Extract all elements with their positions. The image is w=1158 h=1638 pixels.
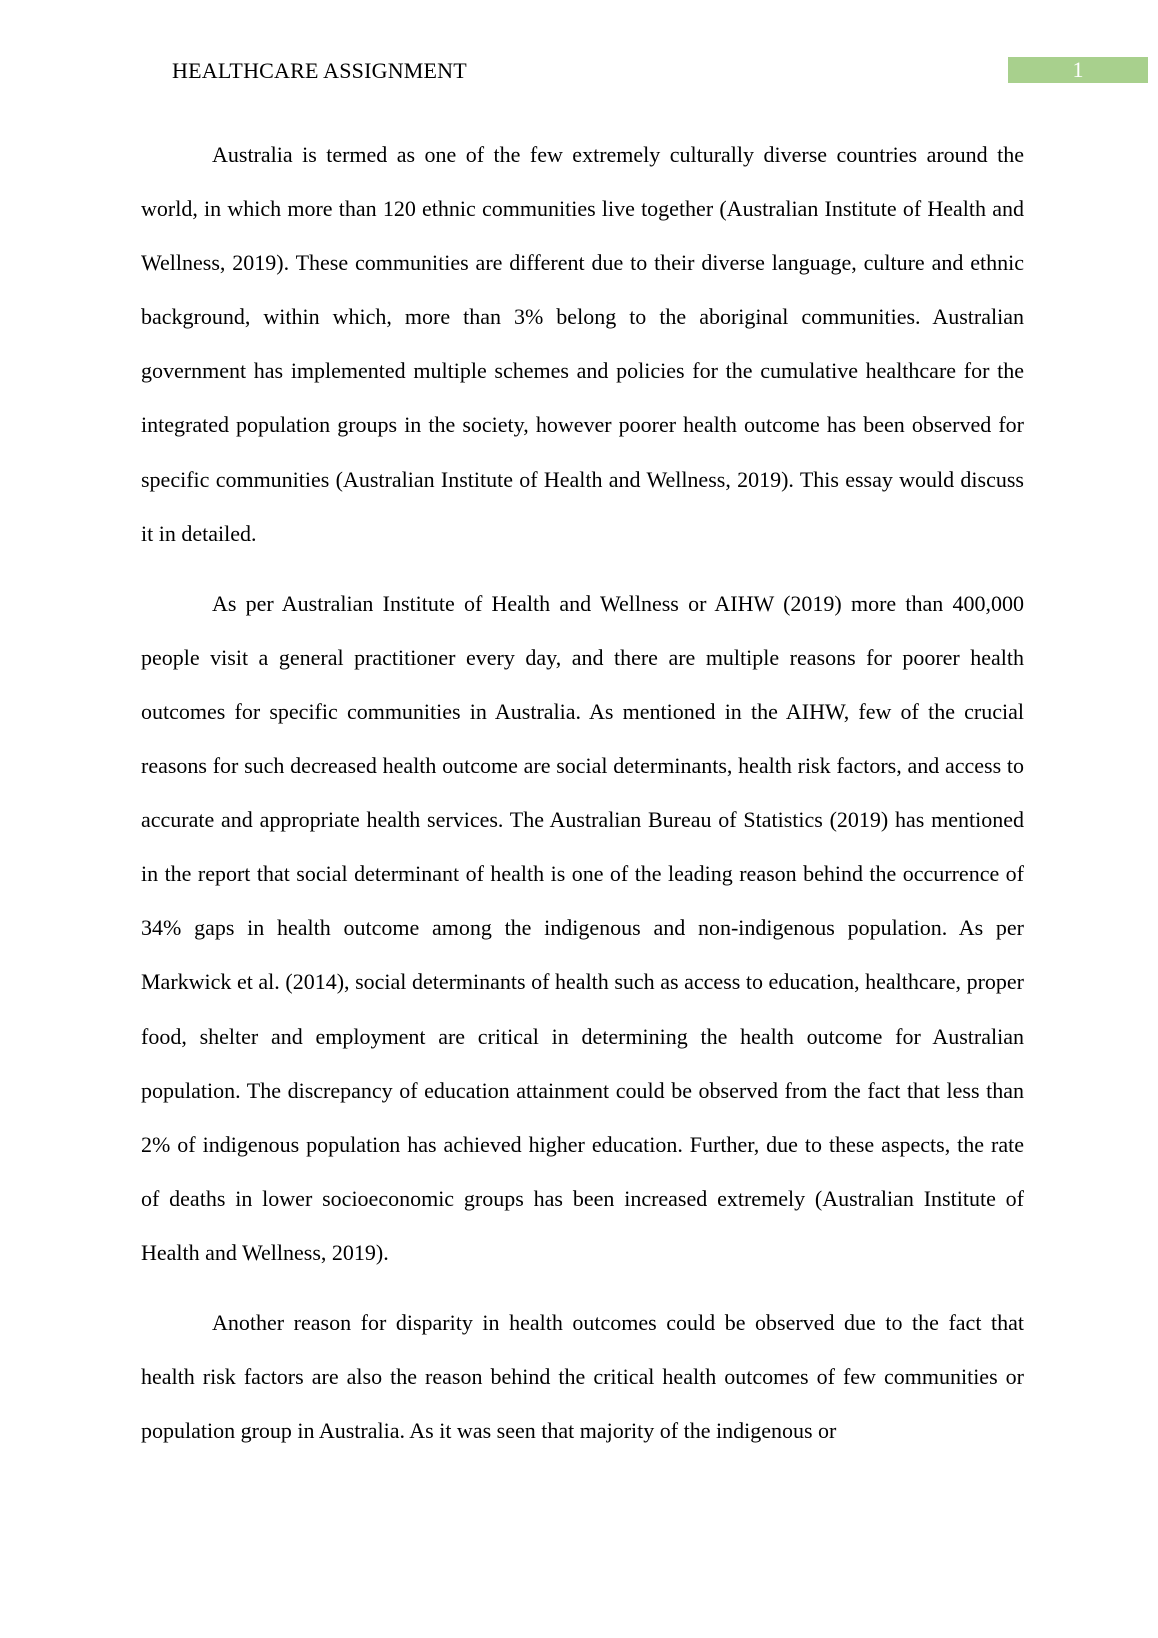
running-header-title: HEALTHCARE ASSIGNMENT xyxy=(172,58,467,83)
page-number-badge: 1 xyxy=(1008,57,1148,83)
paragraph-social-determinants: As per Australian Institute of Health and Wellness or AIHW (2019) more than 400,000 people visit a general practitioner every day, and there are multiple reasons for poorer health outcomes for specific communities in Australia. As mentioned in the AIHW, few of the crucial reasons for such decreased health outcome are social determinants, health risk factors, and access to accurate and appropriate health services. The Australian Bureau of Statistics (2019) has mentioned in the report that social determinant of health is one of the leading reason behind the occurrence of 34% gaps in health outcome among the indigenous and non-indigenous population. As per Markwick et al. (2014), social determinants of health such as access to education, healthcare, proper food, shelter and employment are critical in determining the health outcome for Australian population. The discrepancy of education attainment could be observed from the fact that less than 2% of indigenous population has achieved higher education. Further, due to these aspects, the rate of deaths in lower socioeconomic groups has been increased extremely (Australian Institute of Health and Wellness, 2019). xyxy=(141,590,1024,1265)
paragraph-intro: Australia is termed as one of the few extremely culturally diverse countries around the world, in which more than 120 ethnic communities live together (Australian Institute of Health and Wellness, 2019). These communities are different due to their diverse language, culture and ethnic background, within which, more than 3% belong to the aboriginal communities. Australian government has implemented multiple schemes and policies for the cumulative healthcare for the integrated population groups in the society, however poorer health outcome has been observed for specific communities (Australian Institute of Health and Wellness, 2019). This essay would discuss it in detailed. xyxy=(141,142,1024,546)
paragraph-health-risk-factors: Another reason for disparity in health outcomes could be observed due to the fact that health risk factors are also the reason behind the critical health outcomes of few communities or population group in Australia. As it was seen that majority of the indigenous or xyxy=(141,1309,1024,1444)
document-body xyxy=(141,128,1024,1474)
